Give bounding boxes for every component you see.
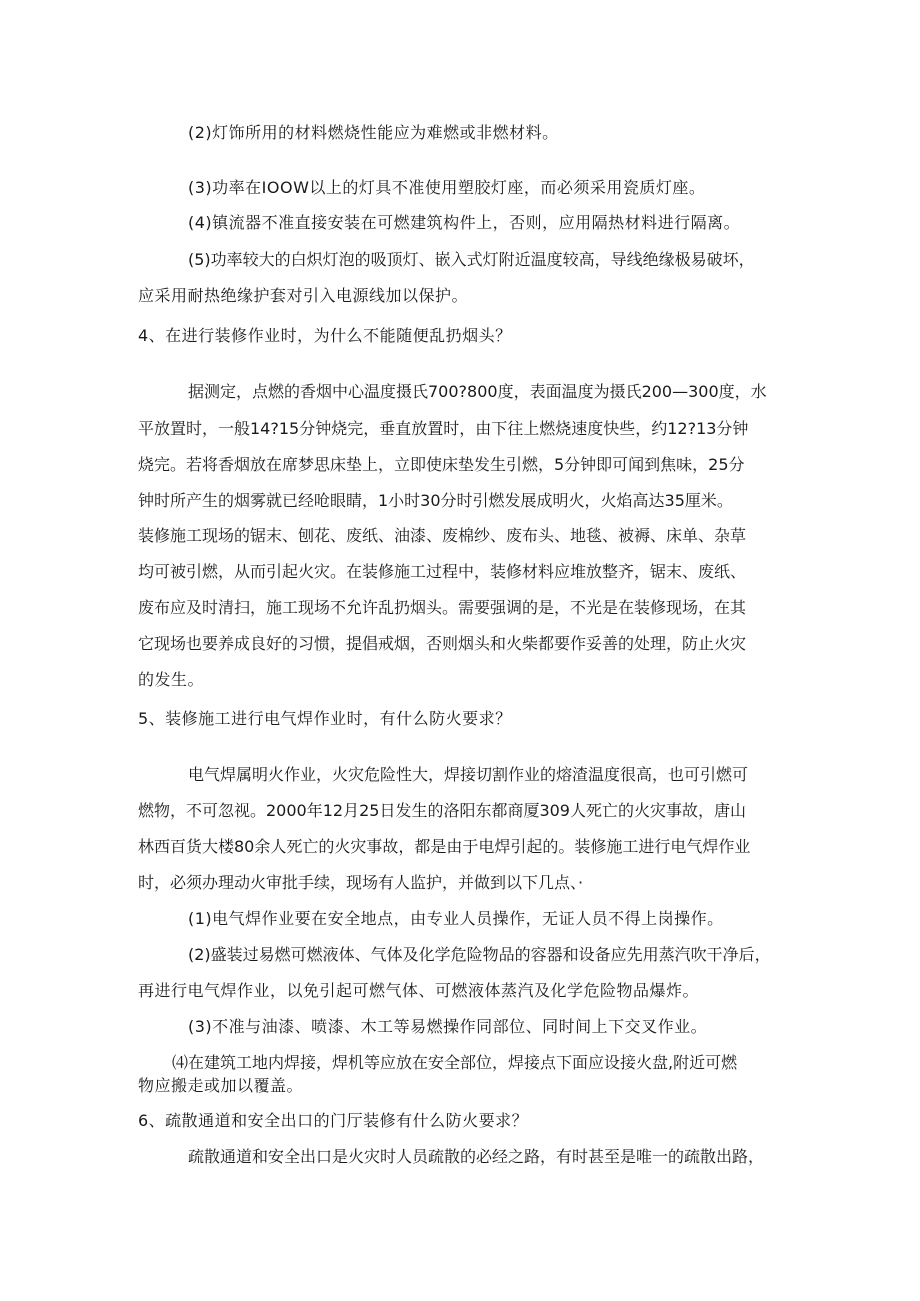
paragraph-line: 均可被引燃，从而引起火灾。在装修施工过程中，装修材料应堆放整齐，锯末、废纸、 [138, 562, 747, 581]
paragraph-line: 据测定，点燃的香烟中心温度摄氏700?800度，表面温度为摄氏200—300度，水 [188, 382, 767, 401]
section-heading: 6、疏散通道和安全出口的门厅装修有什么防火要求？ [138, 1111, 529, 1130]
list-item: (4)镇流器不准直接安装在可燃建筑构件上，否则，应用隔热材料进行隔离。 [188, 213, 741, 232]
paragraph-line: 应采用耐热绝缘护套对引入电源线加以保护。 [138, 286, 469, 305]
paragraph-line: 装修施工现场的锯末、刨花、废纸、油漆、废棉纱、废布头、地毯、被褥、床单、杂草 [138, 526, 747, 545]
paragraph-line: 物应搬走或加以覆盖。 [138, 1076, 304, 1095]
paragraph-line: 它现场也要养成良好的习惯，提倡戒烟，否则烟头和火柴都要作妥善的处理，防止火灾 [138, 634, 747, 653]
paragraph-line: 电气焊属明火作业，火灾危险性大，焊接切割作业的熔渣温度很高，也可引燃可 [188, 765, 749, 784]
paragraph-line: 林西百货大楼80余人死亡的火灾事故，都是由于电焊引起的。装修施工进行电气焊作业 [138, 837, 751, 856]
paragraph-line: 燃物，不可忽视。2000年12月25日发生的洛阳东都商厦309人死亡的火灾事故，唐山 [138, 801, 746, 820]
paragraph-line: 废布应及时清扫，施工现场不允许乱扔烟头。需要强调的是，不光是在装修现场，在其 [138, 598, 747, 617]
paragraph-line: 再进行电气焊作业，以免引起可燃气体、可燃液体蒸汽及化学危险物品爆炸。 [138, 981, 700, 1000]
list-item: (5)功率较大的白炽灯泡的吸顶灯、嵌入式灯附近温度较高，导线绝缘极易破坏， [188, 250, 755, 269]
section-heading: 4、在进行装修作业时，为什么不能随便乱扔烟头？ [138, 326, 512, 345]
paragraph-line: 的发生。 [138, 670, 205, 689]
list-item: (2)盛装过易燃可燃液体、气体及化学危险物品的容器和设备应先用蒸汽吹干净后， [188, 945, 771, 964]
list-item: (1)电气焊作业要在安全地点，由专业人员操作，无证人员不得上岗操作。 [188, 909, 724, 928]
paragraph-line: 烧完。若将香烟放在席梦思床垫上，立即使床垫发生引燃，5分钟即可闻到焦味，25分 [138, 455, 745, 474]
paragraph-line: 时，必须办理动火审批手续，现场有人监护，并做到以下几点、· [138, 873, 584, 892]
list-item: ⑷在建筑工地内焊接，焊机等应放在安全部位，焊接点下面应设接火盘,附近可燃 [172, 1053, 738, 1072]
list-item: (3)功率在IOOW以上的灯具不准使用塑胶灯座，而必须采用瓷质灯座。 [188, 178, 706, 197]
paragraph-line: 疏散通道和安全出口是火灾时人员疏散的必经之路，有时甚至是唯一的疏散出路， [188, 1147, 765, 1166]
paragraph-line: 钟时所产生的烟雾就已经呛眼睛，1小时30分时引燃发展成明火，火焰高达35厘米。 [138, 491, 733, 510]
list-item: (2)灯饰所用的材料燃烧性能应为难燃或非燃材料。 [188, 123, 559, 142]
list-item: (3)不准与油漆、喷漆、木工等易燃操作同部位、同时间上下交叉作业。 [188, 1017, 708, 1036]
paragraph-line: 平放置时，一般14?15分钟烧完，垂直放置时，由下往上燃烧速度快些，约12?13分钟 [138, 419, 749, 438]
section-heading: 5、装修施工进行电气焊作业时，有什么防火要求？ [138, 709, 512, 728]
